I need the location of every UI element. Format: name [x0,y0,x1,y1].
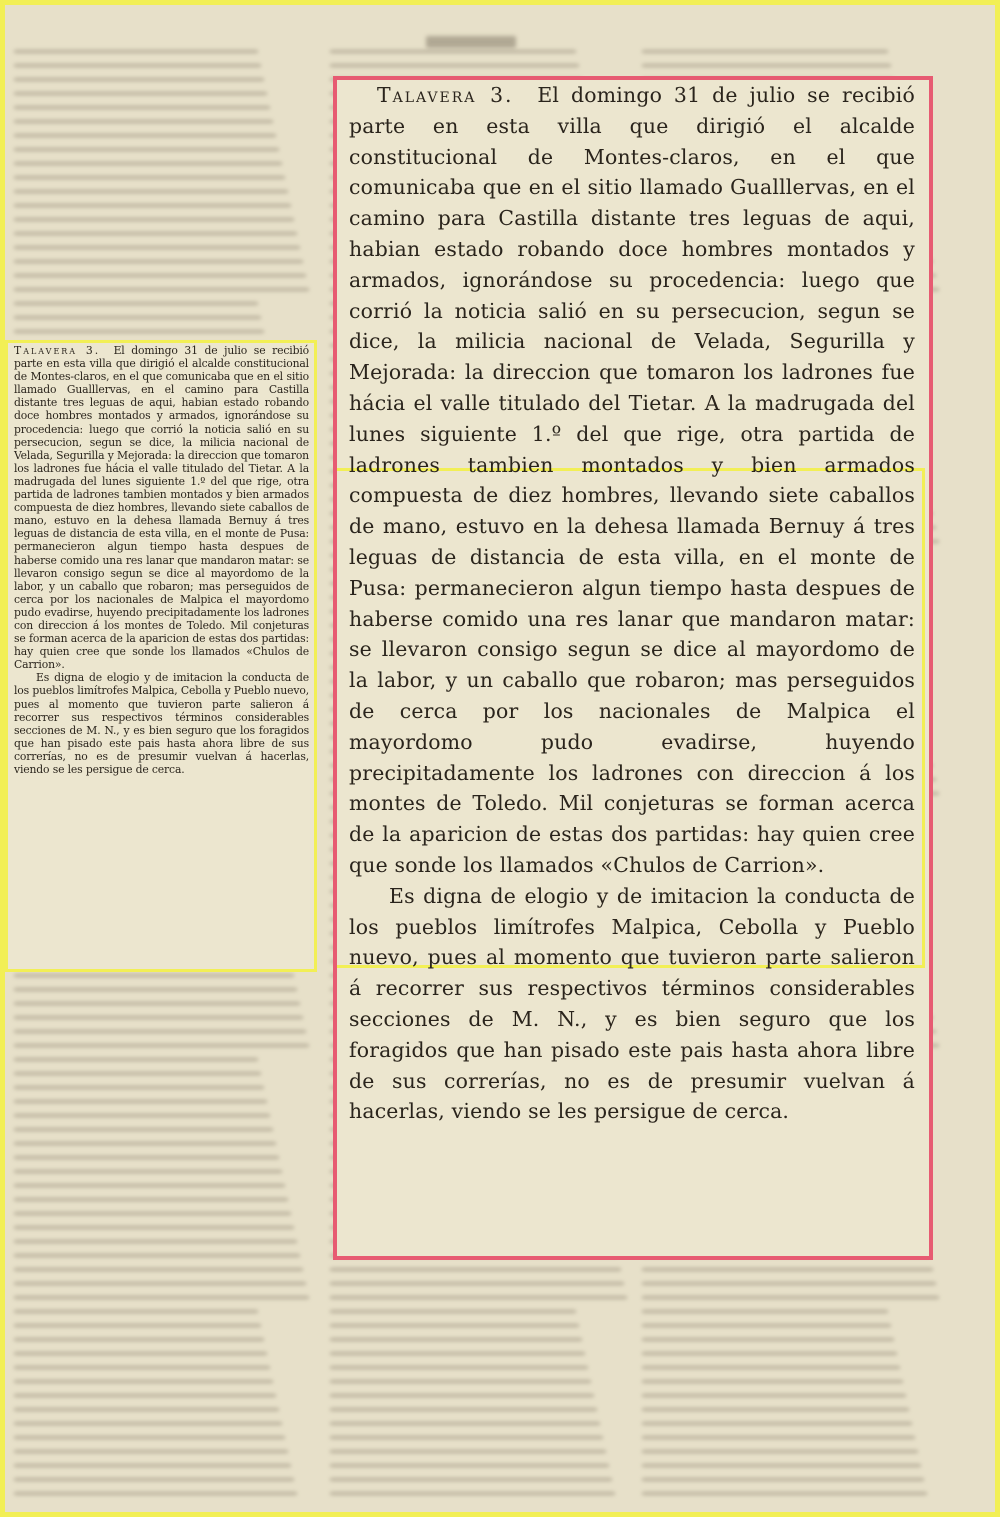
background-text-line [642,64,891,67]
background-text-line [330,1338,582,1341]
background-text-line [14,302,258,305]
background-text-line [14,1198,288,1201]
background-text-line [14,176,285,179]
background-text-line [14,148,279,151]
background-text-line [14,1212,291,1215]
background-text-line [642,1464,921,1467]
background-text-line [14,1170,282,1173]
background-text-line [14,1226,294,1229]
background-text-line [642,1338,894,1341]
background-text-line [642,1478,924,1481]
thumbnail-paragraph-2: Es digna de elogio y de imitacion la conducta de los pueblos limítrofes Malpica, Cebolla y Pueblo nuevo, pues al momento que tuvieron parte salieron á recorrer sus respectivos términos considerables secciones de M. N., y es bien seguro que los foragidos que han pisado este pais hasta ahora libre de sus correrías, no es de presumir vuelvan á hacerlas, viendo se les persigue de cerca. [14,671,309,776]
background-text-line [14,1296,309,1299]
background-text-line [14,162,282,165]
background-text-line [642,1282,936,1285]
background-text-line [14,134,276,137]
background-text-line [330,1408,597,1411]
background-text-line [14,1058,258,1061]
background-text-line [14,78,264,81]
background-text-line [330,1422,600,1425]
background-text-line [14,1408,279,1411]
background-text-line [14,1030,306,1033]
background-text-line [330,1296,627,1299]
background-text-line [330,1268,621,1271]
background-text-line [14,1142,276,1145]
background-text-line [14,1394,276,1397]
background-text-line [14,1380,273,1383]
background-text-line [14,1044,309,1047]
background-text-line [14,1478,294,1481]
zoomed-place: Talavera 3. [377,83,514,107]
background-text-line [642,1422,912,1425]
background-text-line [330,1492,615,1495]
background-text-line [14,1352,267,1355]
background-text-line [330,1380,591,1383]
background-text-line [14,1464,291,1467]
background-text-line [14,988,297,991]
background-text-line [14,974,294,977]
background-text-line [14,1338,264,1341]
background-text-line [642,1366,900,1369]
background-text-line [14,1450,288,1453]
background-text-line [642,1394,906,1397]
background-text-line [14,120,273,123]
background-text-line [14,1324,261,1327]
background-text-line [330,1436,603,1439]
background-text-line [330,50,576,53]
thumbnail-text-1: El domingo 31 de julio se recibió parte en esta villa que dirigió el alcalde constitucional de Montes-claros, en el que comunicaba que en el sitio llamado Gualllervas, en el camino para Castilla distante tres leguas de aqui, habian estado robando doce hombres montados y armados, ignorándose su procedencia: luego que corrió la noticia salió en su persecucion, segun se dice, la milicia nacional de Velada, Segurilla y Mejorada: la direccion que tomaron los ladrones fue hácia el valle titulado del Tietar. A la madrugada del lunes siguiente 1.º del que rige, otra partida de ladrones tambien montados y bien armados compuesta de diez hombres, llevando siete caballos de mano, estuvo en la dehesa llamada Bernuy á tres leguas de distancia de esta villa, en el monte de Pusa: permanecieron algun tiempo hasta despues de haberse comido una res lanar que mandaron matar: se llevaron consigo segun se dice al mayordomo de la labor, y un caballo que robaron; mas perseguidos de cerca por los nacionales de Malpica el mayordomo pudo evadirse, huyendo precipitadamente los ladrones con direccion á los montes de Toledo. Mil conjeturas se forman acerca de la aparicion de estas dos partidas: hay quien cree que sonde los llamados «Chulos de Carrion». [14,344,309,672]
background-text-line [330,1324,579,1327]
background-text-line [14,1184,285,1187]
background-text-line [14,218,294,221]
background-text-line [14,1310,258,1313]
background-text-line [642,1310,888,1313]
background-text-line [14,288,309,291]
background-text-line [14,1422,282,1425]
background-text-line [14,1282,306,1285]
background-text-line [14,260,303,263]
background-text-line [330,1464,609,1467]
background-text-line [14,1016,303,1019]
background-text-line [14,1128,273,1131]
background-text-line [642,1296,939,1299]
background-text-line [14,1268,303,1271]
article-thumbnail [5,340,317,972]
background-text-line [14,106,270,109]
background-text-line [330,1366,588,1369]
background-text-line [14,50,258,53]
background-text-line [642,1268,933,1271]
background-text-line [330,1478,612,1481]
background-text-line [14,1492,297,1495]
background-text-line [14,274,306,277]
background-text-line [14,1114,270,1117]
background-text-line [642,1380,903,1383]
background-text-line [330,1450,606,1453]
background-text-line [14,1072,261,1075]
background-text-line [330,64,579,67]
background-text-line [14,316,261,319]
zoomed-text-1: El domingo 31 de julio se recibió parte en esta villa que dirigió el alcalde constitucional de Montes-claros, en el que comunicaba que en el sitio llamado Gualllervas, en el camino para Castilla distante tres leguas de aqui, habian estado robando doce hombres montados y armados, ignorándose su procedencia: luego que corrió la noticia salió en su persecucion, segun se dice, la milicia nacional de Velada, Segurilla y Mejorada: la direccion que tomaron los ladrones fue hácia el valle titulado del Tietar. A la madrugada del lunes siguiente 1.º del que rige, otra partida de ladrones tambien montados y bien armados compuesta de diez hombres, llevando siete caballos de mano, estuvo en la dehesa llamada Bernuy á tres leguas de distancia de esta villa, en el monte de Pusa: permanecieron algun tiempo hasta despues de haberse comido una res lanar que mandaron matar: se llevaron consigo segun se dice al mayordomo de la labor, y un caballo que robaron; mas perseguidos de cerca por los nacionales de Malpica el mayordomo pudo evadirse, huyendo precipitadamente los ladrones con direccion á los montes de Toledo. Mil conjeturas se forman acerca de la aparicion de estas dos partidas: hay quien cree que sonde los llamados «Chulos de Carrion». [349,83,915,877]
background-text-line [14,64,261,67]
background-text-line [14,1086,264,1089]
background-text-line [330,1282,624,1285]
background-text-line [14,246,300,249]
background-text-line [14,330,264,333]
background-text-line [642,1450,918,1453]
background-text-line [642,1408,909,1411]
background-text-line [642,1352,897,1355]
background-text-line [14,92,267,95]
background-text-line [330,1310,576,1313]
thumbnail-place: Talavera 3. [14,344,101,357]
background-text-line [642,50,888,53]
background-text-line [14,204,291,207]
background-text-line [14,1436,285,1439]
background-text-line [14,1156,279,1159]
background-text-line [330,1394,594,1397]
background-text-line [14,1100,267,1103]
background-text-line [14,1002,300,1005]
thumbnail-paragraph-1 [14,344,309,671]
background-text-line [642,1436,915,1439]
zoomed-paragraph-1 [349,80,915,881]
background-text-line [642,1324,891,1327]
background-text-line [14,190,288,193]
article-zoomed [333,76,933,1260]
background-text-line [14,1254,300,1257]
background-text-line [330,1352,585,1355]
background-text-line [14,1366,270,1369]
background-text-line [14,232,297,235]
zoomed-paragraph-2: Es digna de elogio y de imitacion la conducta de los pueblos limítrofes Malpica, Cebolla y Pueblo nuevo, pues al momento que tuvieron parte salieron á recorrer sus respectivos términos considerables secciones de M. N., y es bien seguro que los foragidos que han pisado este pais hasta ahora libre de sus correrías, no es de presumir vuelvan á hacerlas, viendo se les persigue de cerca. [349,883,915,1124]
background-text-line [642,1492,927,1495]
background-text-line [14,1240,297,1243]
